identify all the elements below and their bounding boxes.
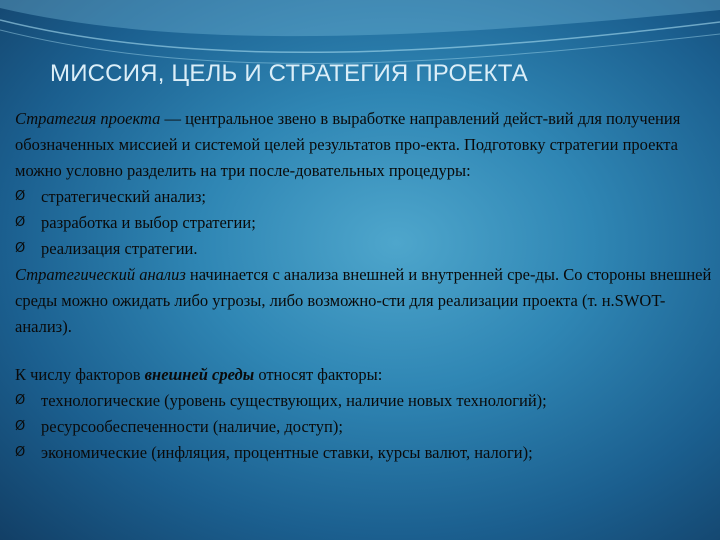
list-item-text: технологические (уровень существующих, наличие новых технологий); xyxy=(41,391,547,410)
list-item xyxy=(15,414,715,440)
bullet-arrow-icon: Ø xyxy=(15,393,26,408)
paragraph-factors-before: К числу факторов xyxy=(15,365,145,384)
list-item xyxy=(15,388,715,414)
list-item-text: разработка и выбор стратегии; xyxy=(41,213,256,232)
list-item xyxy=(15,184,715,210)
list-item-text: ресурсообеспеченности (наличие, доступ); xyxy=(41,417,343,436)
list-item xyxy=(15,236,715,262)
bullet-arrow-icon: Ø xyxy=(15,419,26,434)
list-item-text: стратегический анализ; xyxy=(41,187,206,206)
paragraph-analysis xyxy=(15,262,715,340)
list-item-text: реализация стратегии. xyxy=(41,239,198,258)
paragraph-strategy xyxy=(15,106,715,184)
list-item xyxy=(15,440,715,466)
list-item-text: экономические (инфляция, процентные ставки, курсы валют, налоги); xyxy=(41,443,533,462)
slide-title: МИССИЯ, ЦЕЛЬ И СТРАТЕГИЯ ПРОЕКТА xyxy=(50,60,528,87)
bullet-arrow-icon: Ø xyxy=(15,189,26,204)
term-strategy: Стратегия проекта xyxy=(15,109,161,128)
list-item xyxy=(15,210,715,236)
term-strategic-analysis: Стратегический анализ xyxy=(15,265,186,284)
paragraph-factors xyxy=(15,362,715,388)
paragraph-strategy-text: — центральное звено в выработке направлений дейст-вий для получения обозначенных миссией и системой целей результатов про-екта. Подготовку стратегии проекта можно условно разделить на три после-довательных процедуры: xyxy=(15,109,681,180)
bullet-arrow-icon: Ø xyxy=(15,215,26,230)
paragraph-analysis-text: начинается с анализа внешней и внутренней сре-ды. Со стороны внешней среды можно ожидать либо угрозы, либо возможно-сти для реализации проекта (т. н.SWOT-анализ). xyxy=(15,265,712,336)
slide-content xyxy=(15,106,715,466)
spacer xyxy=(15,340,715,362)
paragraph-factors-after: относят факторы: xyxy=(254,365,383,384)
bullet-arrow-icon: Ø xyxy=(15,445,26,460)
bullet-arrow-icon: Ø xyxy=(15,241,26,256)
term-external-environment: внешней среды xyxy=(144,365,255,384)
